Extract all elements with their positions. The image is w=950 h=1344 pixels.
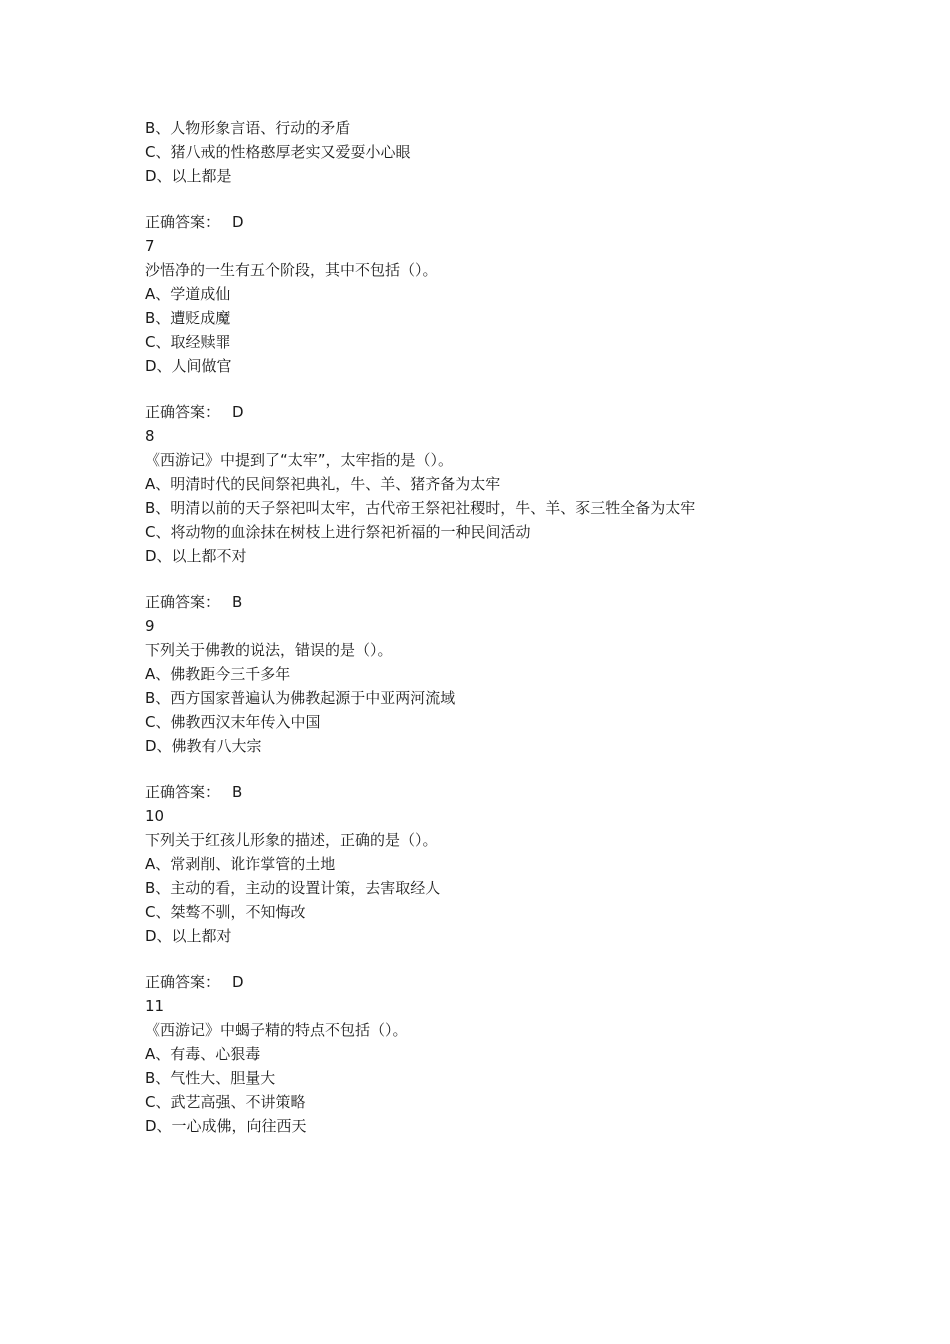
question-number: 10: [145, 807, 165, 825]
answer-label: 正确答案：: [145, 783, 221, 801]
document-page: [145, 116, 845, 1138]
correct-answer: [145, 780, 845, 804]
option-c: C、桀骜不驯，不知悔改: [145, 903, 306, 921]
answer-label: 正确答案：: [145, 973, 221, 991]
correct-answer: [145, 210, 845, 234]
option-d: D、以上都不对: [145, 547, 247, 565]
correct-answer: [145, 590, 845, 614]
question-text: 《西游记》中蝎子精的特点不包括（）。: [145, 1021, 408, 1039]
answer-value: D: [232, 973, 244, 991]
option-a: A、常剥削、讹诈掌管的土地: [145, 855, 336, 873]
question-number: 9: [145, 617, 155, 635]
correct-answer: [145, 400, 845, 424]
option-c: C、佛教西汉末年传入中国: [145, 713, 321, 731]
answer-label: 正确答案：: [145, 403, 221, 421]
option-c: C、取经赎罪: [145, 333, 231, 351]
option-a: A、有毒、心狠毒: [145, 1045, 261, 1063]
option-d: D、以上都是: [145, 167, 232, 185]
answer-label: 正确答案：: [145, 593, 221, 611]
option-d: D、佛教有八大宗: [145, 737, 262, 755]
answer-value: D: [232, 403, 244, 421]
option-b: B、气性大、胆量大: [145, 1069, 276, 1087]
option-c: C、将动物的血涂抹在树枝上进行祭祀祈福的一种民间活动: [145, 523, 531, 541]
option-b: B、主动的看，主动的设置计策，去害取经人: [145, 879, 441, 897]
option-d: D、以上都对: [145, 927, 232, 945]
answer-value: D: [232, 213, 244, 231]
answer-label: 正确答案：: [145, 213, 221, 231]
option-a: A、明清时代的民间祭祀典礼，牛、羊、猪齐备为太牢: [145, 475, 501, 493]
answer-value: B: [232, 593, 243, 611]
option-b: B、西方国家普遍认为佛教起源于中亚两河流域: [145, 689, 456, 707]
option-b: B、明清以前的天子祭祀叫太牢，古代帝王祭祀社稷时，牛、羊、豕三牲全备为太牢: [145, 499, 696, 517]
option-c: C、武艺高强、不讲策略: [145, 1093, 306, 1111]
answer-value: B: [232, 783, 243, 801]
option-a: A、佛教距今三千多年: [145, 665, 291, 683]
option-b: B、人物形象言语、行动的矛盾: [145, 119, 351, 137]
question-number: 8: [145, 427, 155, 445]
correct-answer: [145, 970, 845, 994]
option-a: A、学道成仙: [145, 285, 231, 303]
option-c: C、猪八戒的性格憨厚老实又爱耍小心眼: [145, 143, 411, 161]
question-text: 《西游记》中提到了“太牢”，太牢指的是（）。: [145, 451, 454, 469]
question-text: 下列关于红孩儿形象的描述，正确的是（）。: [145, 831, 438, 849]
option-b: B、遭贬成魔: [145, 309, 231, 327]
option-d: D、人间做官: [145, 357, 232, 375]
question-text: 沙悟净的一生有五个阶段，其中不包括（）。: [145, 261, 438, 279]
question-number: 7: [145, 237, 155, 255]
question-text: 下列关于佛教的说法，错误的是（）。: [145, 641, 393, 659]
question-number: 11: [145, 997, 165, 1015]
option-d: D、一心成佛，向往西天: [145, 1117, 307, 1135]
